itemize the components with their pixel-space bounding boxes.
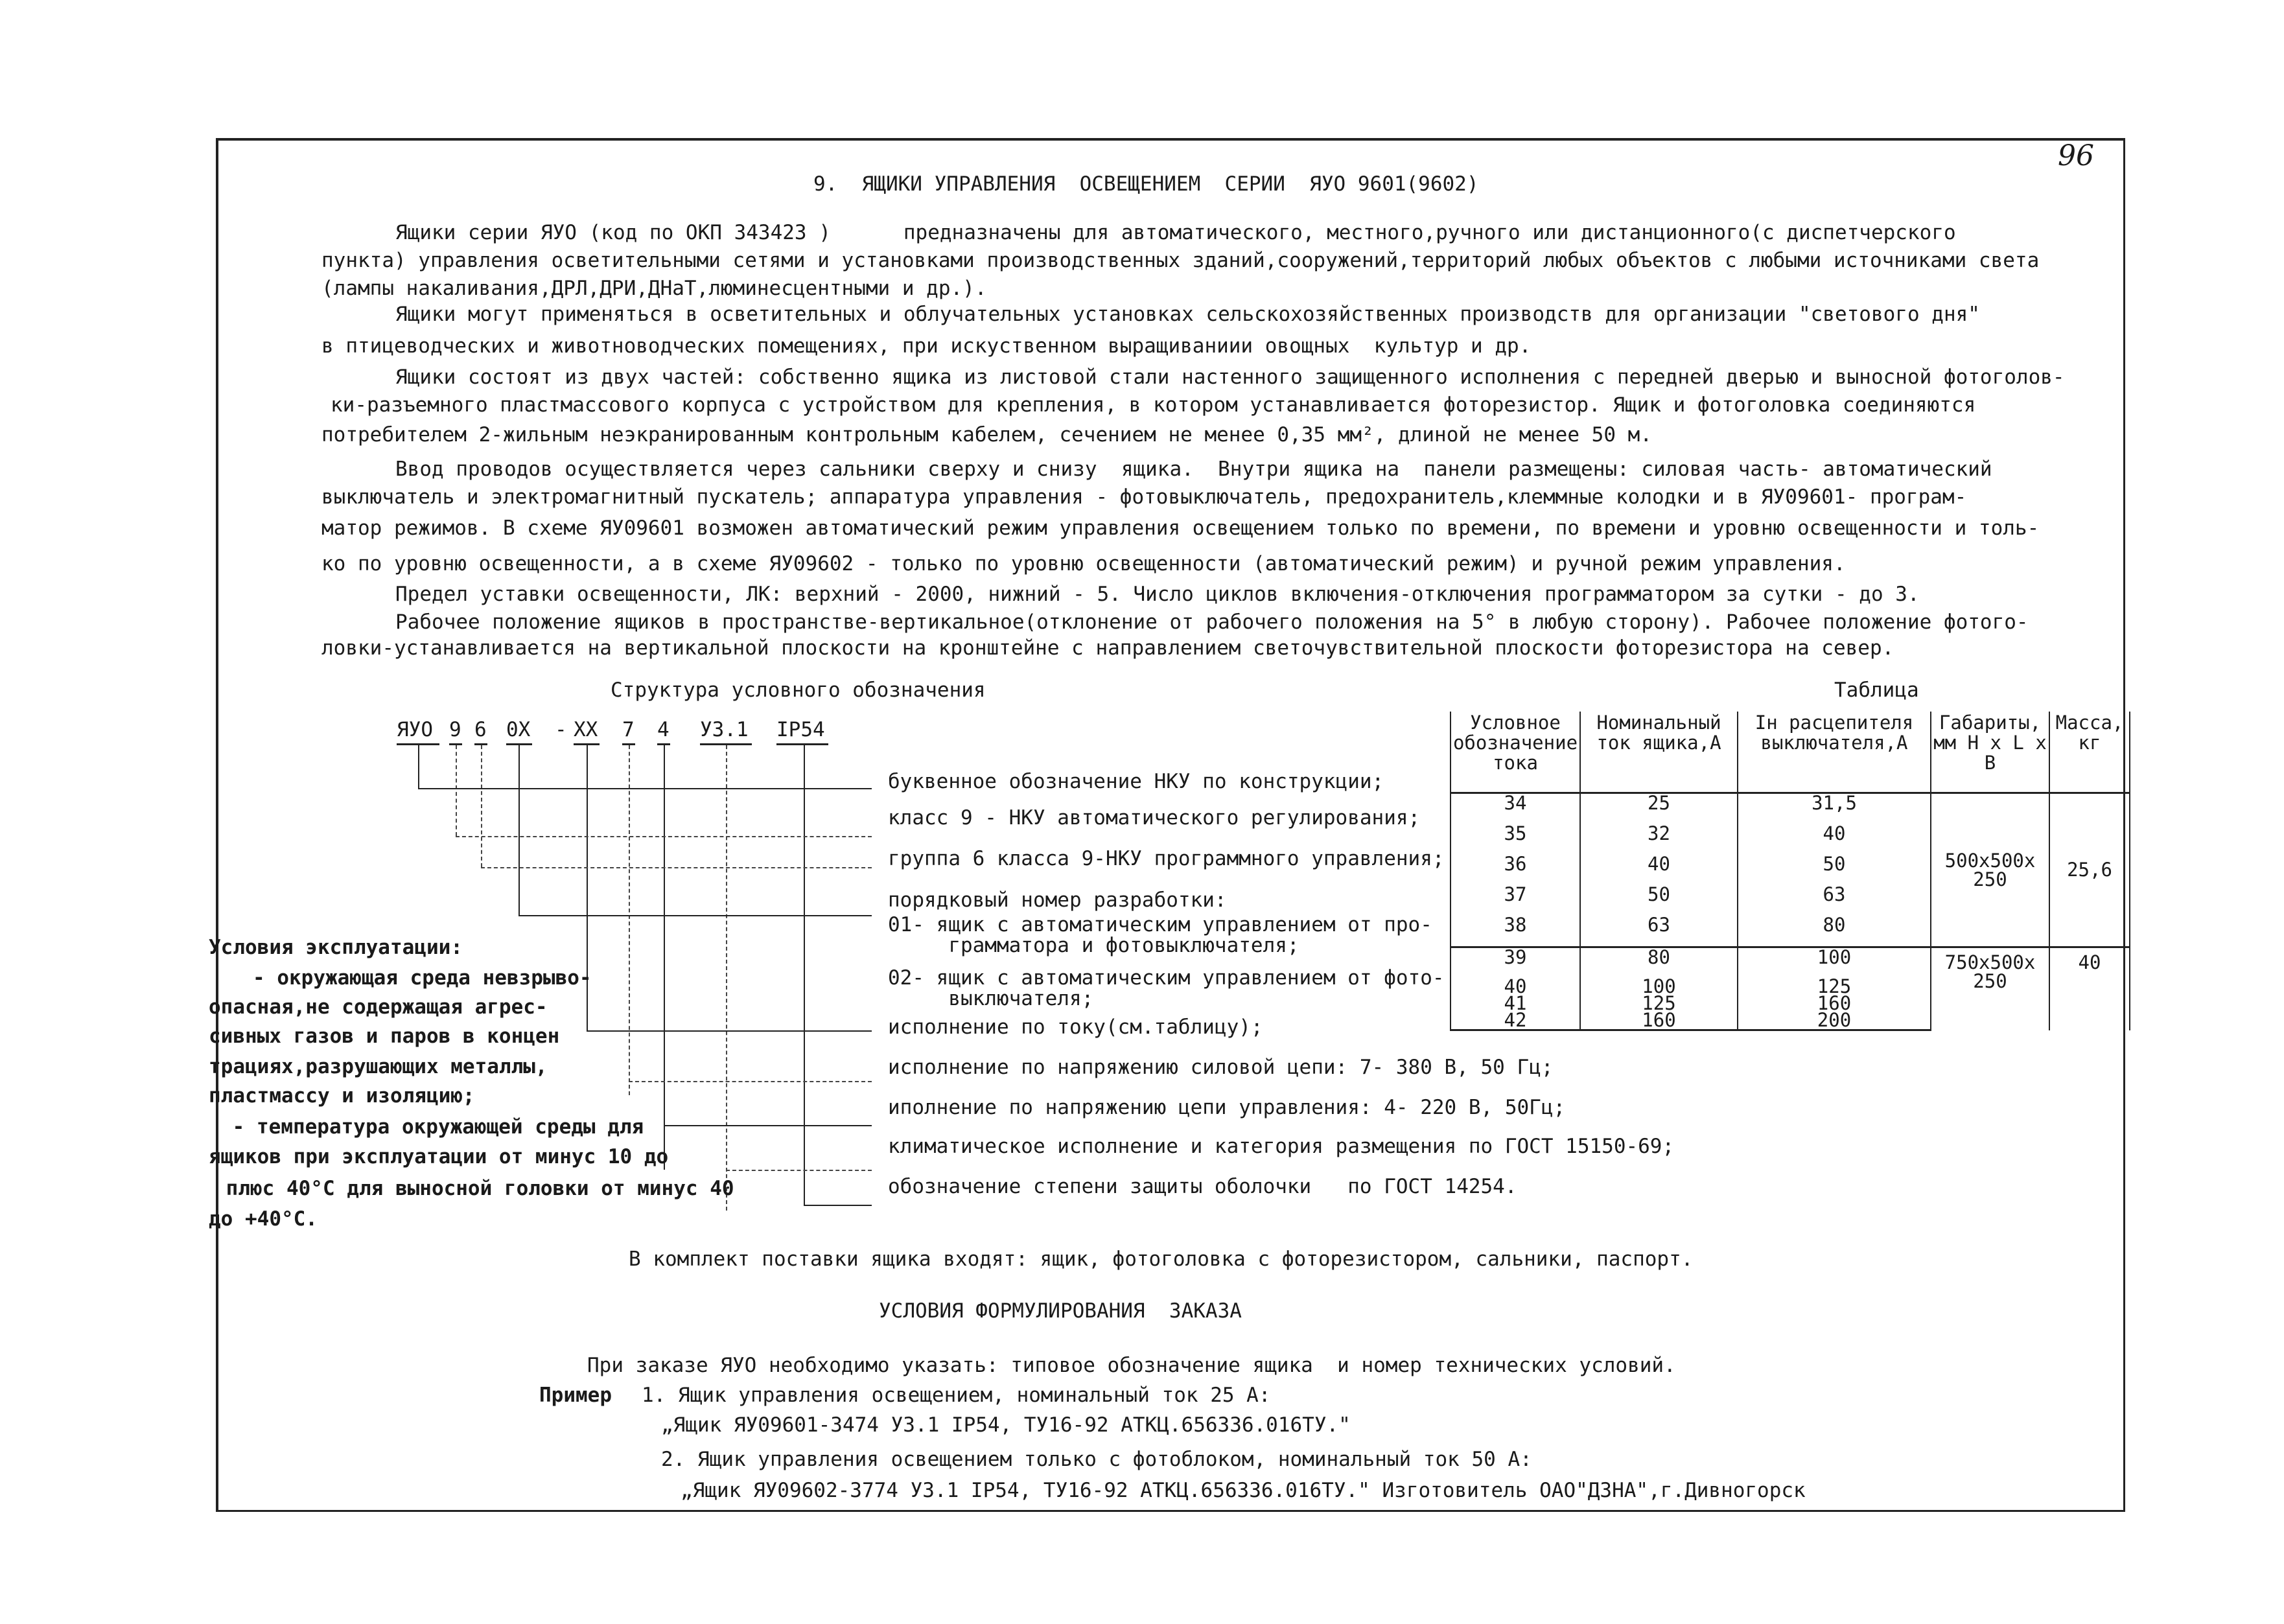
leader-line: [726, 1170, 872, 1171]
leader-line: [587, 1030, 872, 1032]
leader-line: [519, 915, 872, 916]
table-cell: 40: [1580, 855, 1738, 885]
conditions-line: пластмассу и изоляцию;: [209, 1084, 475, 1108]
structure-title: Структура условного обозначения: [611, 679, 986, 702]
table-cell-mass: 40: [2049, 947, 2130, 1030]
leader-line: [804, 1205, 872, 1206]
table-header: Масса, кг: [2049, 712, 2130, 793]
structure-item: иполнение по напряжению цепи управления: 4- 220 В, 50Гц;: [888, 1096, 1566, 1119]
code-part: 7: [622, 718, 635, 741]
code-part: IP54: [776, 718, 825, 741]
leader-line: [456, 745, 457, 836]
conditions-line: трациях,разрушающих металлы,: [209, 1055, 548, 1078]
intro-line: выключатель и электромагнитный пускатель; аппаратура управления - фотовыключатель, предохранитель,клеммные колодки и в ЯУ09601- програм-: [321, 485, 1967, 509]
intro-line: Рабочее положение ящиков в пространстве-вертикальное(отклонение от рабочего положения на 5° в любую сторону). Рабочее положение фотого-: [395, 610, 2029, 634]
intro-line: Ящики могут применяться в осветительных и облучательных установках сельскохозяйственных производств для организации "светового дня": [395, 303, 1980, 326]
leader-line: [804, 745, 805, 1205]
example-1-code: „Ящик ЯУ09601-3474 У3.1 IP54, ТУ16-92 АТКЦ.656336.016ТУ.": [661, 1413, 1351, 1437]
intro-line: потребителем 2-жильным неэкранированным контрольным кабелем, сечением не менее 0,35 мм², длиной не менее 50 м.: [321, 423, 1652, 447]
table-cell: 63: [1738, 885, 1931, 916]
structure-item: грамматора и фотовыключателя;: [888, 934, 1299, 957]
conditions-line: сивных газов и паров в концен: [209, 1025, 560, 1048]
intro-line: ки-разъемного пластмассового корпуса с устройством для крепления, в котором устанавливается фоторезистор. Ящик и фотоголовка соединяются: [331, 393, 1976, 417]
table-header: Iн расцепителя выключателя,А: [1738, 712, 1931, 793]
table-cell: 63: [1580, 916, 1738, 947]
leader-line: [456, 836, 872, 837]
structure-item: класс 9 - НКУ автоматического регулирования;: [888, 806, 1421, 829]
code-part: У3.1: [700, 718, 749, 741]
table-row: [1451, 947, 2130, 979]
table-cell: 100: [1738, 947, 1931, 979]
table-cell: 50: [1580, 885, 1738, 916]
table-cell: 35: [1451, 824, 1580, 855]
table-cell: 125: [1580, 995, 1738, 1012]
section-heading: 9. ЯЩИКИ УПРАВЛЕНИЯ ОСВЕЩЕНИЕМ СЕРИИ ЯУО 9601(9602): [813, 172, 1479, 196]
delivery-text: В комплект поставки ящика входят: ящик, фотоголовка с фоторезистором, сальники, паспорт.: [629, 1247, 1694, 1271]
structure-item: буквенное обозначение НКУ по конструкции;: [888, 770, 1384, 793]
conditions-line: - температура окружающей среды для: [220, 1115, 644, 1139]
intro-line: матор режимов. В схеме ЯУ09601 возможен автоматический режим управления освещением только по времени, по времени и уровню освещенности и толь-: [321, 516, 2040, 540]
table-header: Номинальный ток ящика,А: [1580, 712, 1738, 793]
intro-line: ко по уровню освещенности, а в схеме ЯУ09602 - только по уровню освещенности (автоматический режим) и ручной режим управления.: [321, 552, 1846, 575]
intro-line: ловки-устанавливается на вертикальной плоскости на кронштейне с направлением светочувствительной плоскости фоторезистора на север.: [321, 636, 1894, 660]
table-cell: 42: [1451, 1012, 1580, 1030]
table-cell: 25: [1580, 793, 1738, 825]
code-part: 9: [449, 718, 461, 741]
structure-item: выключателя;: [888, 987, 1094, 1010]
table-cell-dims: 500х500х 250: [1931, 793, 2049, 947]
table-cell: 125: [1738, 979, 1931, 995]
table-cell: 39: [1451, 947, 1580, 979]
structure-item: обозначение степени защиты оболочки по ГОСТ 14254.: [888, 1175, 1517, 1198]
table-cell: 160: [1580, 1012, 1738, 1030]
example-label: Пример: [539, 1384, 612, 1407]
table-cell-dims: 750х500х 250: [1931, 947, 2049, 1030]
conditions-title: Условия эксплуатации:: [209, 936, 463, 959]
structure-item: исполнение по напряжению силовой цепи: 7- 380 В, 50 Гц;: [888, 1056, 1554, 1079]
example-2-title: 2. Ящик управления освещением только с фотоблоком, номинальный ток 50 А:: [661, 1448, 1532, 1471]
leader-line: [629, 745, 630, 1095]
conditions-line: ящиков при эксплуатации от минус 10 до: [209, 1145, 669, 1168]
code-part: 6: [474, 718, 487, 741]
leader-line: [519, 745, 520, 915]
table-cell: 41: [1451, 995, 1580, 1012]
table-cell: 40: [1738, 824, 1931, 855]
intro-line: Предел уставки освещенности, ЛК: верхний - 2000, нижний - 5. Число циклов включения-отключения программатором за сутки - до 3.: [395, 583, 1920, 606]
intro-line: в птицеводческих и животноводческих помещениях, при искуственном выращиваниии овощных культур и др.: [321, 334, 1532, 358]
table-cell: 38: [1451, 916, 1580, 947]
table-cell-mass: 25,6: [2049, 793, 2130, 947]
leader-line: [418, 788, 872, 789]
table-cell: 80: [1738, 916, 1931, 947]
code-part: ЯУО: [397, 718, 433, 741]
example-2-code: „Ящик ЯУ09602-3774 У3.1 IP54, ТУ16-92 АТКЦ.656336.016ТУ." Изготовитель ОАО"ДЗНА",г.Дивногорск: [681, 1479, 1806, 1502]
leader-line: [726, 745, 727, 1211]
order-intro: При заказе ЯУО необходимо указать: типовое обозначение ящика и номер технических условий.: [587, 1354, 1676, 1377]
structure-item: порядковый номер разработки:: [888, 888, 1227, 912]
table-header: Габариты, мм Н х L х В: [1931, 712, 2049, 793]
leader-line: [664, 745, 665, 1170]
code-part: 0Х: [506, 718, 531, 741]
table-cell: 200: [1738, 1012, 1931, 1030]
example-1-title: 1. Ящик управления освещением, номинальный ток 25 А:: [642, 1384, 1271, 1407]
structure-item: 01- ящик с автоматическим управлением от про-: [888, 913, 1432, 936]
leader-line: [418, 745, 419, 788]
structure-item: климатическое исполнение и категория размещения по ГОСТ 15150-69;: [888, 1135, 1675, 1158]
table-cell: 40: [1451, 979, 1580, 995]
table-cell: 36: [1451, 855, 1580, 885]
conditions-line: опасная,не содержащая агрес-: [209, 995, 548, 1019]
table-row: [1451, 793, 2130, 825]
structure-item: исполнение по току(см.таблицу);: [888, 1015, 1263, 1039]
leader-line: [481, 867, 872, 868]
conditions-line: до +40°С.: [209, 1207, 318, 1231]
conditions-line: - окружающая среда невзрыво-: [253, 966, 592, 990]
table-cell: 34: [1451, 793, 1580, 825]
structure-item: 02- ящик с автоматическим управлением от фото-: [888, 966, 1445, 990]
leader-line: [664, 1125, 872, 1126]
table-cell: 32: [1580, 824, 1738, 855]
table-cell: 80: [1580, 947, 1738, 979]
table-caption: Таблица: [1834, 679, 1919, 702]
table-cell: 100: [1580, 979, 1738, 995]
intro-line: Ввод проводов осуществляется через сальники сверху и снизу ящика. Внутри ящика на панели размещены: силовая часть- автоматический: [395, 458, 1992, 481]
conditions-line: плюс 40°С для выносной головки от минус 40: [214, 1177, 734, 1200]
table-cell: 37: [1451, 885, 1580, 916]
table-cell: 50: [1738, 855, 1931, 885]
intro-line: пункта) управления осветительными сетями и установками производственных зданий,сооружений,территорий любых объектов с любыми источниками света: [321, 249, 2040, 272]
table-header: Условное обозначение тока: [1451, 712, 1580, 793]
order-title: УСЛОВИЯ ФОРМУЛИРОВАНИЯ ЗАКАЗА: [879, 1299, 1242, 1323]
intro-line: Ящики состоят из двух частей: собственно ящика из листовой стали настенного защищенного исполнения с передней дверью и выносной фотоголов-: [395, 365, 2065, 389]
leader-line: [481, 745, 482, 867]
spec-table: [1450, 712, 2130, 1031]
page-number: 96: [2058, 139, 2094, 172]
leader-line: [629, 1081, 872, 1082]
structure-item: группа 6 класса 9-НКУ программного управления;: [888, 847, 1445, 870]
code-part: -: [555, 718, 567, 741]
code-part: 4: [657, 718, 670, 741]
table-cell: 31,5: [1738, 793, 1931, 825]
intro-line: Ящики серии ЯУО (код по ОКП 343423 ) предназначены для автоматического, местного,ручного или дистанционного(с диспетчерского: [395, 221, 1956, 244]
intro-line: (лампы накаливания,ДРЛ,ДРИ,ДНаТ,люминесцентными и др.).: [321, 277, 987, 300]
code-part: ХХ: [574, 718, 598, 741]
code-underline: [776, 743, 828, 745]
table-cell: 160: [1738, 995, 1931, 1012]
